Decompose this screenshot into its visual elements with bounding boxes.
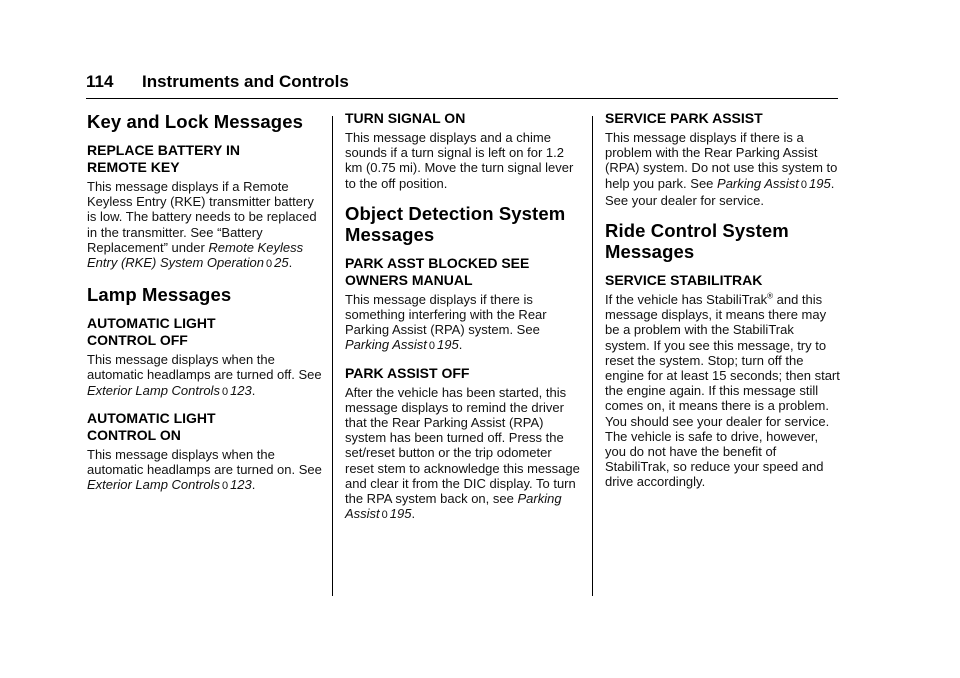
message-heading bbox=[87, 315, 322, 349]
heading-line: OWNERS MANUAL bbox=[345, 271, 473, 288]
body-paragraph: This message displays when the automatic headlamps are turned off. See Exterior Lamp Controls 0 123. bbox=[87, 352, 322, 398]
body-paragraph: This message displays if there is something interfering with the Rear Parking Assist (RPA) system. See Parking Assist 0 195. bbox=[345, 291, 547, 353]
page-ref-number[interactable]: 195 bbox=[809, 175, 831, 191]
heading-line: REPLACE BATTERY IN bbox=[87, 142, 240, 158]
registered-mark: ® bbox=[767, 291, 773, 301]
message-heading bbox=[345, 255, 582, 289]
body-text: After the vehicle has been started, this message displays to remind the driver that the Rear Parking Assist (RPA) system has been turned off. Press the set/reset button or the trip odometer reset stem to acknowledge this message and clear it from the DIC display. To turn the RPA system back on, see bbox=[345, 384, 580, 507]
page-ref-arrow-icon: 0 bbox=[800, 178, 808, 191]
body-paragraph bbox=[605, 292, 841, 490]
body-text: This message displays when the automatic headlamps are turned on. See bbox=[87, 446, 322, 478]
body-text: This message displays if there is something interfering with the Rear Parking Assist (RPA) system. See bbox=[345, 291, 547, 338]
body-text: and this message displays, it means there may be a problem with the StabiliTrak system. If you see this message, try to reset the system. Stop; turn off the engine for at least 15 seconds; then start the engine again. If this message still comes on, it means there is a problem. You should see your dealer for service. The vehicle is safe to drive, however, you do not have the benefit of StabiliTrak, so reduce your speed and drive accordingly. bbox=[605, 292, 840, 490]
page-ref-number[interactable]: 123 bbox=[230, 382, 252, 398]
column-divider bbox=[332, 116, 333, 596]
section-heading-lamp: Lamp Messages bbox=[87, 284, 232, 306]
page-ref-number[interactable]: 25 bbox=[274, 255, 289, 271]
heading-line: Object Detection System bbox=[345, 202, 566, 224]
heading-line: Ride Control System bbox=[605, 220, 789, 242]
heading-line: CONTROL ON bbox=[87, 426, 181, 443]
body-text: . See your dealer for service. bbox=[605, 175, 835, 208]
body-text: If the vehicle has StabiliTrak bbox=[605, 292, 768, 308]
heading-line: AUTOMATIC LIGHT bbox=[87, 315, 216, 332]
message-heading: SERVICE PARK ASSIST bbox=[605, 110, 763, 126]
page-ref-number[interactable]: 123 bbox=[230, 477, 252, 493]
column-right bbox=[605, 108, 841, 494]
message-heading: PARK ASSIST OFF bbox=[345, 364, 470, 381]
section-heading-key-lock: Key and Lock Messages bbox=[87, 111, 303, 132]
page-ref-arrow-icon: 0 bbox=[381, 509, 388, 522]
heading-line: Messages bbox=[345, 223, 435, 245]
body-text: This message displays if a Remote Keyless Entry (RKE) transmitter battery is low. The battery needs to be replaced in the transmitter. See “Battery Replacement” under bbox=[87, 179, 317, 255]
body-paragraph: After the vehicle has been started, this message displays to remind the driver that the Rear Parking Assist (RPA) system has been turned off. Press the set/reset button or the trip odometer reset stem to acknowledge this message and clear it from the DIC display. To turn the RPA system back on, see Parking Assist 0 195. bbox=[345, 384, 580, 522]
message-heading bbox=[87, 142, 322, 176]
body-paragraph: This message displays if a Remote Keyless Entry (RKE) transmitter battery is low. The battery needs to be replaced in the transmitter. See “Battery Replacement” under Remote Keyless Entry (RKE) System Operation 0 25. bbox=[87, 179, 317, 271]
heading-line: PARK ASST BLOCKED SEE bbox=[345, 254, 530, 271]
running-header: Instruments and Controls bbox=[142, 72, 349, 91]
heading-line: REMOTE KEY bbox=[87, 159, 180, 175]
body-text: This message displays if there is a problem with the Rear Parking Assist (RPA) system. Do not use this system to help you park. See bbox=[605, 130, 838, 191]
cross-reference-link[interactable]: Parking Assist bbox=[345, 337, 427, 353]
cross-reference-link[interactable]: Exterior Lamp Controls bbox=[87, 477, 220, 493]
heading-line: AUTOMATIC LIGHT bbox=[87, 409, 216, 426]
page-ref-arrow-icon: 0 bbox=[221, 385, 229, 398]
page-ref-number[interactable]: 195 bbox=[437, 337, 459, 353]
column-left bbox=[87, 108, 322, 498]
page-ref-arrow-icon: 0 bbox=[221, 480, 229, 493]
message-heading: SERVICE STABILITRAK bbox=[605, 272, 763, 289]
page-number: 114 bbox=[86, 72, 114, 91]
cross-reference-link[interactable]: Exterior Lamp Controls bbox=[87, 382, 220, 398]
column-middle bbox=[345, 108, 582, 527]
body-text: This message displays when the automatic headlamps are turned off. See bbox=[87, 352, 322, 383]
page-ref-arrow-icon: 0 bbox=[266, 258, 273, 271]
heading-line: CONTROL OFF bbox=[87, 332, 188, 349]
heading-line: Messages bbox=[605, 241, 695, 263]
body-paragraph bbox=[605, 130, 841, 208]
body-paragraph: This message displays when the automatic headlamps are turned on. See Exterior Lamp Controls 0 123. bbox=[87, 446, 322, 493]
cross-reference-link[interactable]: Remote Keyless Entry (RKE) System Operation bbox=[87, 239, 304, 271]
header-rule bbox=[86, 98, 838, 99]
page-ref-number[interactable]: 195 bbox=[389, 506, 412, 522]
section-heading-object-detection bbox=[345, 203, 582, 245]
cross-reference-link[interactable]: Parking Assist bbox=[717, 175, 799, 191]
page-ref-arrow-icon: 0 bbox=[428, 340, 436, 353]
message-heading bbox=[87, 410, 322, 444]
column-divider bbox=[592, 116, 593, 596]
cross-reference-link[interactable]: Parking Assist bbox=[345, 491, 562, 522]
message-heading: TURN SIGNAL ON bbox=[345, 110, 466, 126]
body-paragraph: This message displays and a chime sounds if a turn signal is left on for 1.2 km (0.75 mi). Move the turn signal lever to the off position. bbox=[345, 130, 574, 191]
section-heading-ride-control bbox=[605, 220, 841, 262]
